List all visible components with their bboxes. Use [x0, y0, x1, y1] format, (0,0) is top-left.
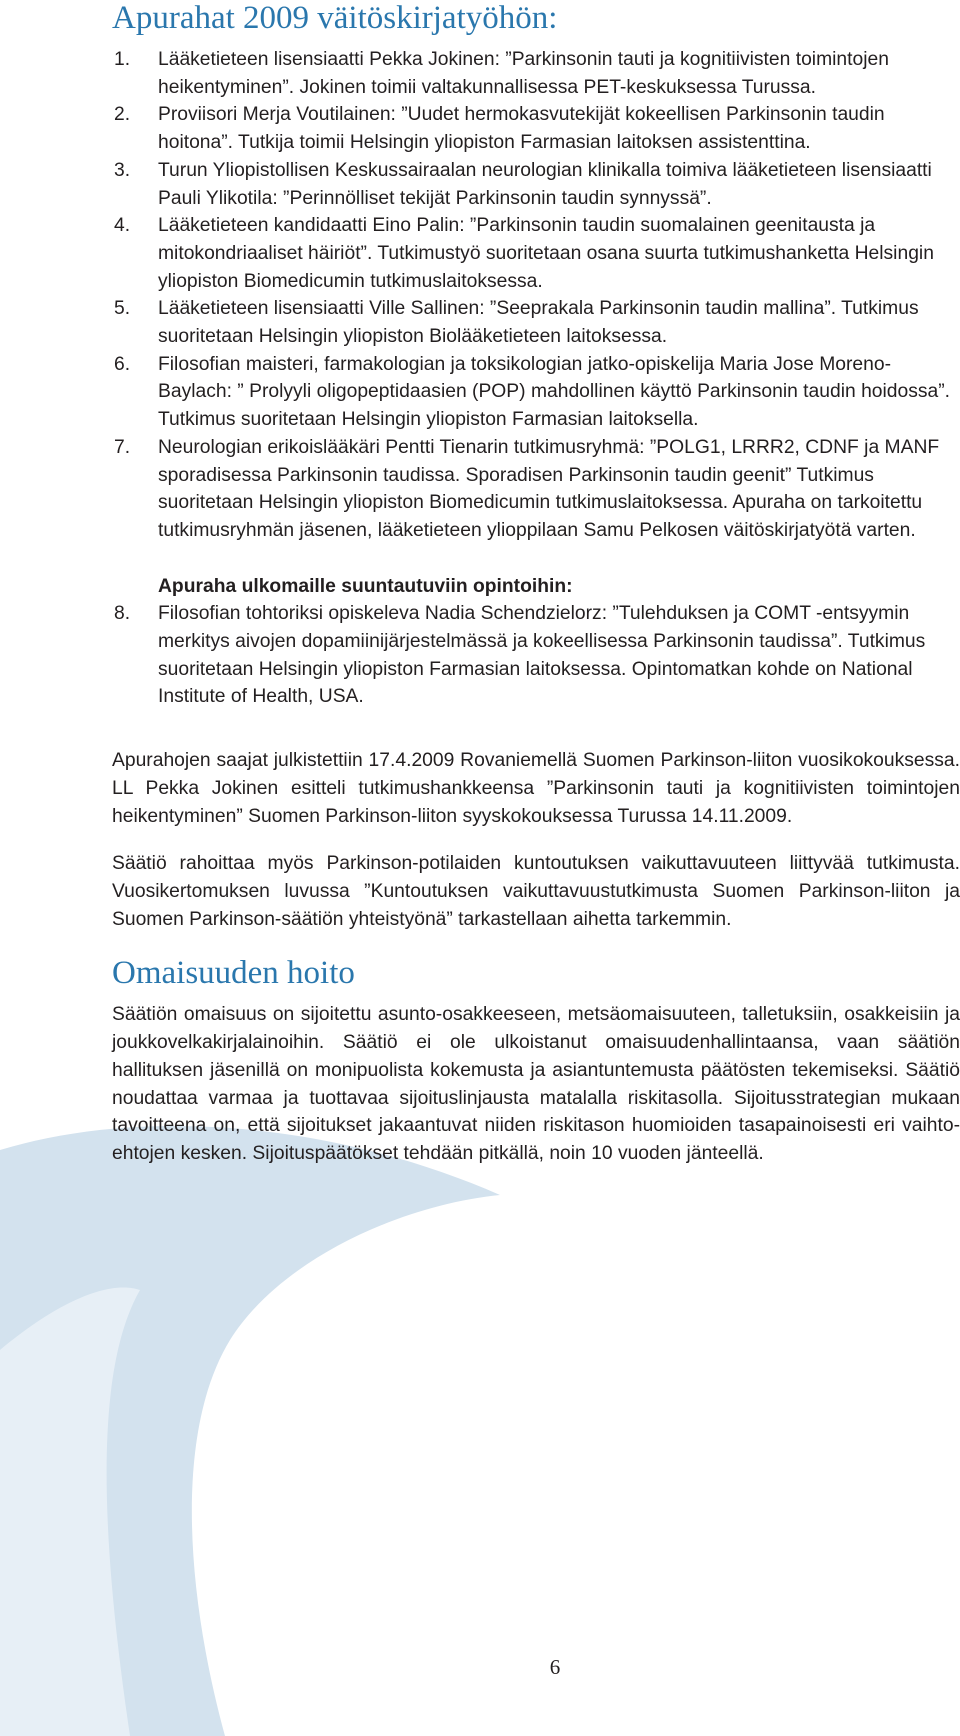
list-item-text: Lääketieteen lisensiaatti Pekka Jokinen: ”Parkinsonin tauti ja kognitiivisten toimintojen heikentyminen”. Jokinen toimii valtakunnallisessa PET-keskuksessa Turussa.	[158, 49, 889, 98]
list-item-number: 3.	[114, 159, 131, 181]
list-item-number: 5.	[114, 298, 131, 320]
list-item-number: 1.	[114, 49, 131, 70]
list-item	[112, 157, 960, 212]
list-item	[112, 351, 960, 434]
asset-management-paragraph: Säätiön omaisuus on sijoitettu asunto-osakkeeseen, metsäomaisuuteen, talletuksiin, osakkeisiin ja joukkovelkakirjalainoihin. Säätiö ei ole ulkoistanut omaisuudenhallintaansa, vaan säätiön hallituksen jäsenillä on monipuolista kokemusta ja asiantuntemusta päätösten tekemiseksi. Säätiö noudattaa varmaa ja tuottavaa sijoituslinjausta matalalla riskitasolla. Sijoitusstrategian mukaan tavoitteena on, että sijoitukset jakaantuvat niiden riskitason huomioiden tasapainoisesti eri vaihtoehtojen kesken. Sijoituspäätökset tehdään pitkällä, noin 10 vuoden jänteellä.	[112, 1004, 960, 1164]
list-item	[112, 212, 960, 295]
list-item-text: Proviisori Merja Voutilainen: ”Uudet hermokasvutekijät kokeellisen Parkinsonin taudin hoitona”. Tutkija toimii Helsingin yliopiston Farmasian laitoksen assistenttina.	[158, 104, 885, 154]
list-item-text: Filosofian tohtoriksi opiskeleva Nadia Schendzielorz: ”Tulehduksen ja COMT -entsyymin merkitys aivojen dopamiinijärjestelmässä ja kokeellisessa Parkinsonin taudissa”. Tutkimus suoritetaan Helsingin yliopiston Farmasian laitoksessa. Opintomatkan kohde on National Institute of Health, USA.	[158, 603, 926, 708]
list-item-text: Neurologian erikoislääkäri Pentti Tienarin tutkimusryhmä: ”POLG1, LRRR2, CDNF ja MANF sporadisessa Parkinsonin taudissa. Sporadisen Parkinsonin taudin geenit” Tutkimus suoritetaan Helsingin yliopiston Biomedicumin tutkimuslaitoksessa. Apuraha on tarkoitettu tutkimusryhmän jäsenen, lääketieteen ylioppilaan Samu Pelkosen väitöskirjatyötä varten.	[158, 436, 940, 541]
heading-grants: Apurahat 2009 väitöskirjatyöhön:	[112, 0, 558, 36]
list-item-number: 7.	[114, 436, 131, 458]
heading-asset-management: Omaisuuden hoito	[112, 955, 355, 992]
list-item-text: Turun Yliopistollisen Keskussairaalan neurologian klinikalla toimiva lääketieteen lisensiaatti Pauli Ylikotila: ”Perinnölliset tekijät Parkinsonin taudin synnyssä”.	[158, 159, 932, 209]
abroad-grants-list	[112, 600, 960, 711]
list-item-text: Filosofian maisteri, farmakologian ja toksikologian jatko-opiskelija Maria Jose Moreno-Baylach: ” Prolyyli oligopeptidaasien (POP) mahdollinen käyttö Parkinsonin taudin hoidossa”. Tutkimus suoritetaan Helsingin yliopiston Farmasian laitoksella.	[158, 353, 951, 431]
list-item	[112, 295, 960, 350]
page-content	[112, 0, 960, 1168]
list-item-text: Lääketieteen lisensiaatti Ville Sallinen: ”Seeprakala Parkinsonin taudin mallina”. Tutkimus suoritetaan Helsingin yliopiston Biolääketieteen laitoksessa.	[158, 298, 919, 348]
list-item	[112, 600, 960, 711]
list-item	[112, 434, 960, 545]
list-item-number: 4.	[114, 215, 131, 237]
list-item-number: 2.	[114, 104, 131, 126]
list-item-number: 8.	[114, 603, 131, 625]
list-item	[112, 46, 960, 101]
rehabilitation-paragraph: Säätiö rahoittaa myös Parkinson-potilaiden kuntoutuksen vaikuttavuuteen liittyvää tutkimusta. Vuosikertomuksen luvussa ”Kuntoutuksen vaikuttavuustutkimusta Suomen Parkinson-liiton ja Suomen Parkinson-säätiön yhteistyönä” tarkastellaan aihetta tarkemmin.	[112, 853, 960, 930]
list-item-text: Lääketieteen kandidaatti Eino Palin: ”Parkinsonin taudin suomalainen geenitausta ja mitokondriaaliset häiriöt”. Tutkimustyö suoritetaan osana suurta tutkimushanketta Helsingin yliopiston Biomedicumin tutkimuslaitoksessa.	[158, 215, 934, 292]
grants-list	[112, 46, 960, 545]
list-item	[112, 101, 960, 156]
page-number: 6	[549, 1655, 561, 1679]
list-item-number: 6.	[114, 353, 131, 375]
abroad-grant-heading: Apuraha ulkomaille suuntautuviin opintoihin:	[158, 575, 573, 597]
announcement-paragraph: Apurahojen saajat julkistettiin 17.4.2009 Rovaniemellä Suomen Parkinson-liiton vuosikokouksessa. LL Pekka Jokinen esitteli tutkimushankkeensa ”Parkinsonin tauti ja kognitiivisten toimintojen heikentyminen” Suomen Parkinson-liiton syyskokouksessa Turussa 14.11.2009.	[112, 750, 960, 827]
